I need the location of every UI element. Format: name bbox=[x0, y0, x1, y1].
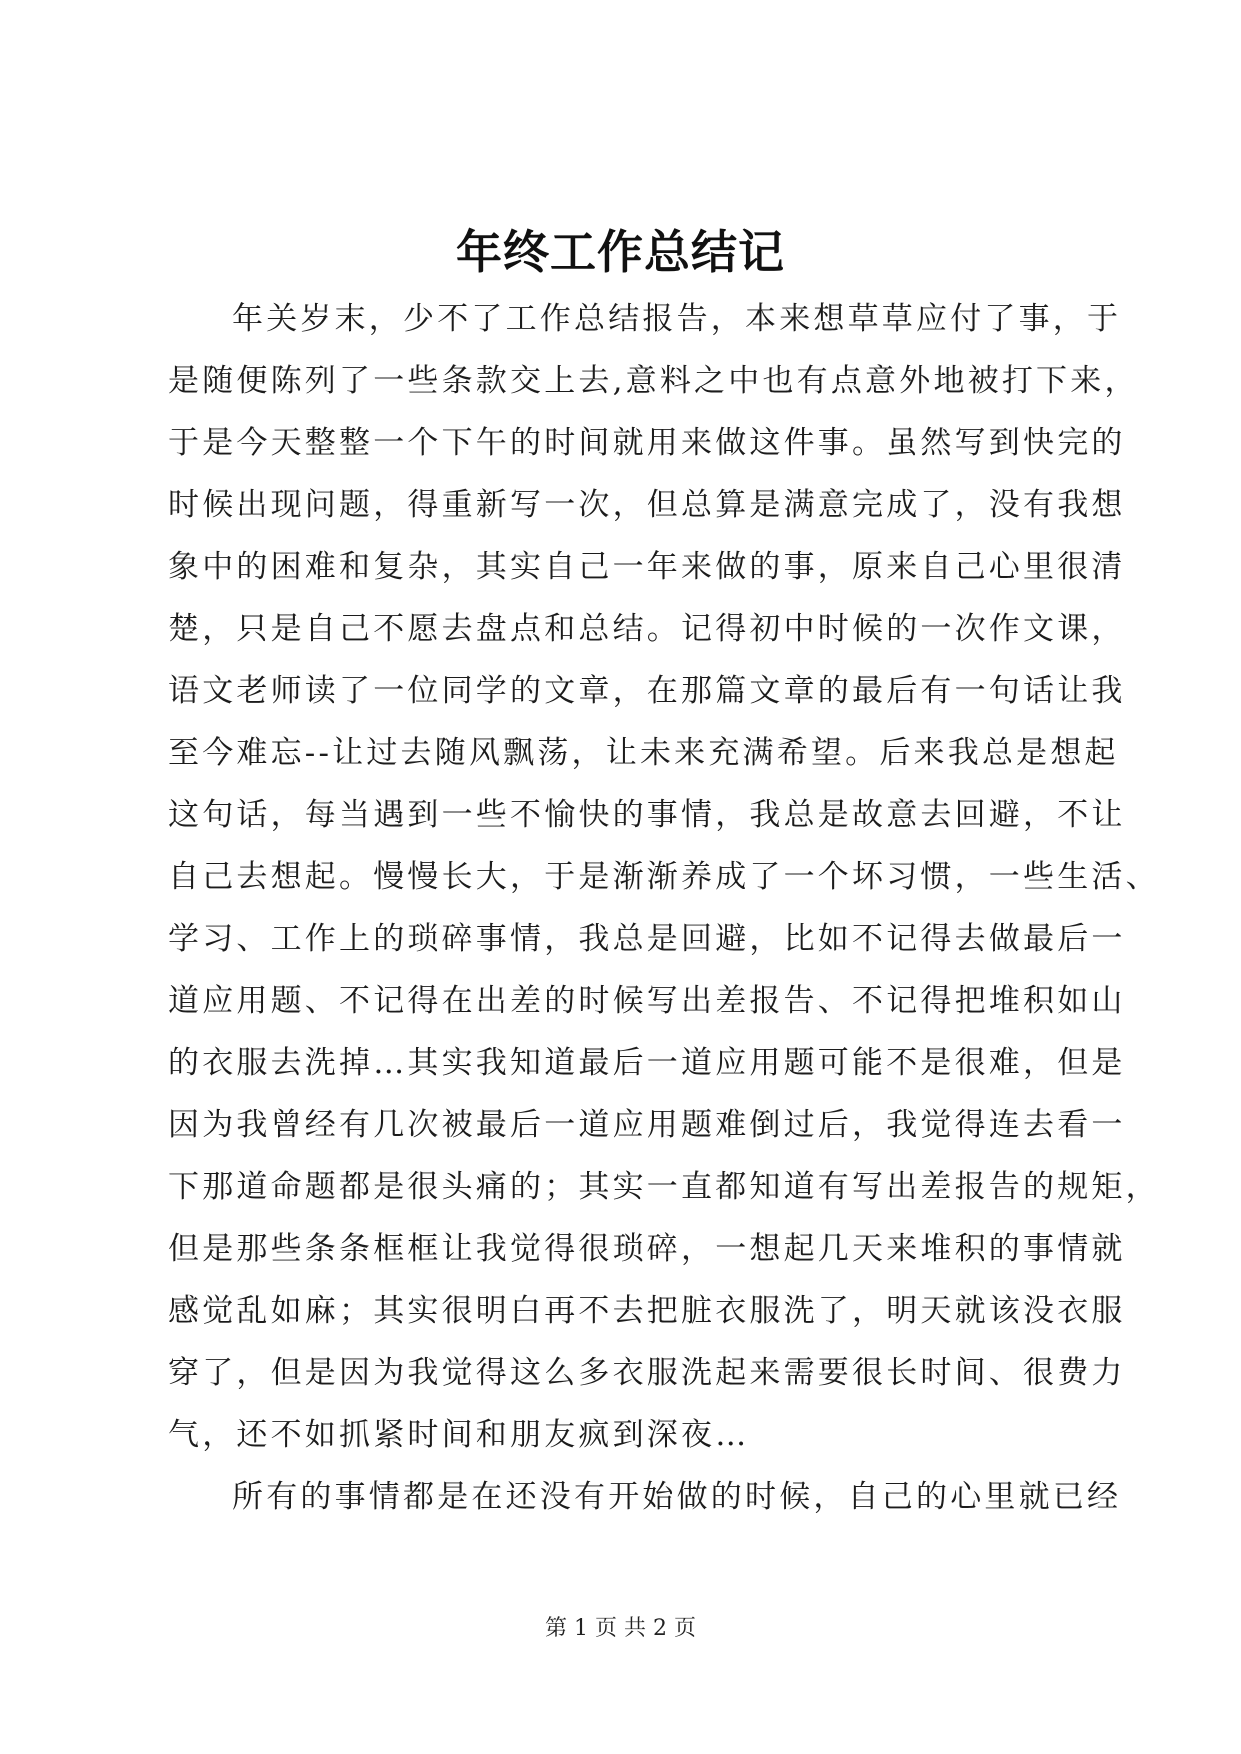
text-line: 的衣服去洗掉…其实我知道最后一道应用题可能不是很难，但是 bbox=[168, 1045, 1126, 1081]
text-line: 因为我曾经有几次被最后一道应用题难倒过后，我觉得连去看一 bbox=[168, 1107, 1126, 1143]
text-line: 年关岁末，少不了工作总结报告，本来想草草应付了事，于 bbox=[232, 301, 1122, 337]
text-line: 下那道命题都是很头痛的；其实一直都知道有写出差报告的规矩， bbox=[168, 1169, 1160, 1205]
paragraph-1 bbox=[168, 288, 1160, 1466]
text-line: 楚，只是自己不愿去盘点和总结。记得初中时候的一次作文课， bbox=[168, 611, 1126, 647]
text-line: 至今难忘--让过去随风飘荡，让未来充满希望。后来我总是想起 bbox=[168, 735, 1119, 771]
text-line: 象中的困难和复杂，其实自己一年来做的事，原来自己心里很清 bbox=[168, 549, 1126, 585]
text-line: 是随便陈列了一些条款交上去,意料之中也有点意外地被打下来， bbox=[168, 363, 1139, 399]
text-line: 但是那些条条框框让我觉得很琐碎，一想起几天来堆积的事情就 bbox=[168, 1231, 1126, 1267]
text-line: 气，还不如抓紧时间和朋友疯到深夜… bbox=[168, 1417, 750, 1453]
text-line: 学习、工作上的琐碎事情，我总是回避，比如不记得去做最后一 bbox=[168, 921, 1126, 957]
text-line: 道应用题、不记得在出差的时候写出差报告、不记得把堆积如山 bbox=[168, 983, 1126, 1019]
text-line: 感觉乱如麻；其实很明白再不去把脏衣服洗了，明天就该没衣服 bbox=[168, 1293, 1126, 1329]
page-footer: 第 1 页 共 2 页 bbox=[545, 1616, 696, 1641]
text-line: 时候出现问题，得重新写一次，但总算是满意完成了，没有我想 bbox=[168, 487, 1126, 523]
text-line: 所有的事情都是在还没有开始做的时候，自己的心里就已经 bbox=[232, 1479, 1122, 1515]
text-line: 穿了，但是因为我觉得这么多衣服洗起来需要很长时间、很费力 bbox=[168, 1355, 1126, 1391]
document-title: 年终工作总结记 bbox=[456, 225, 785, 279]
text-line: 于是今天整整一个下午的时间就用来做这件事。虽然写到快完的 bbox=[168, 425, 1126, 461]
paragraph-2 bbox=[168, 1466, 1122, 1528]
document-body bbox=[168, 288, 1160, 1528]
text-line: 这句话，每当遇到一些不愉快的事情，我总是故意去回避，不让 bbox=[168, 797, 1126, 833]
text-line: 语文老师读了一位同学的文章，在那篇文章的最后有一句话让我 bbox=[168, 673, 1126, 709]
text-line: 自己去想起。慢慢长大，于是渐渐养成了一个坏习惯，一些生活、 bbox=[168, 859, 1160, 895]
